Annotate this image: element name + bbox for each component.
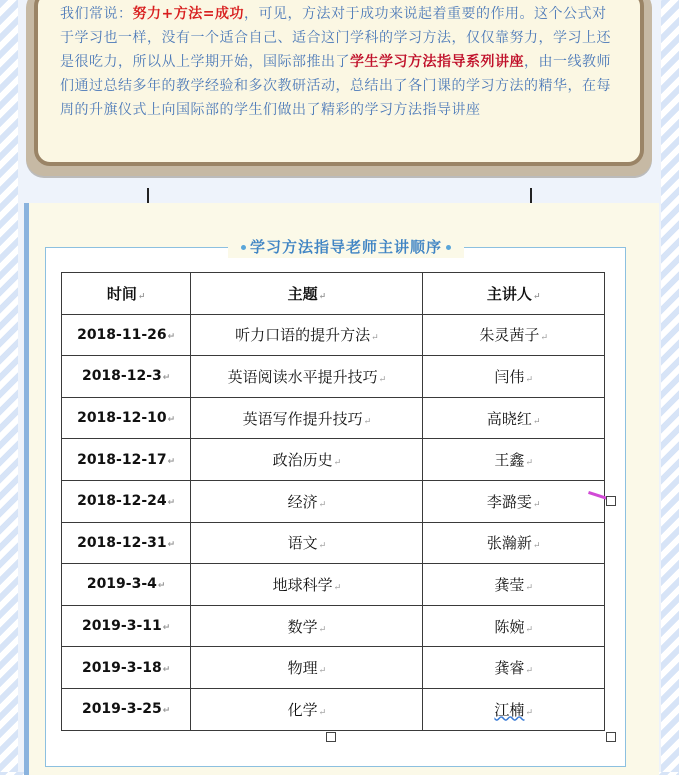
row-speaker: 龚莹↵ [423,564,605,606]
row-date: 2018-12-17↵ [62,439,191,481]
row-topic: 地球科学↵ [191,564,423,606]
table-row [62,480,605,522]
table-row [62,397,605,439]
row-speaker: 江楠↵ [423,688,605,730]
section-title [228,236,464,258]
row-topic: 政治历史↵ [191,439,423,481]
row-date: 2019-3-4↵ [62,564,191,606]
resize-handle-bottom[interactable] [326,732,336,742]
row-speaker: 闫伟↵ [423,356,605,398]
intro-paragraph [60,2,620,122]
row-topic: 听力口语的提升方法↵ [191,314,423,356]
resize-handle-right[interactable] [606,496,616,506]
row-date: 2018-11-26↵ [62,314,191,356]
row-topic: 语文↵ [191,522,423,564]
table-row [62,439,605,481]
title-dot-left-icon [241,245,246,250]
row-speaker: 张瀚新↵ [423,522,605,564]
intro-series-name: 学生学习方法指导系列讲座 [350,54,524,70]
row-topic: 化学↵ [191,688,423,730]
intro-middle: ，可见，方法对于成功来说起着重要的作用。这个公式对于学习也一样，没有一个适合自己、适合这门学科的学习方法，仅仅靠努力，学习上还是很吃力，所以从上学期开始，国际部推出了 [60,6,611,70]
table-header-row [62,273,605,315]
schedule-table [61,272,605,731]
table-row [62,314,605,356]
table-row [62,522,605,564]
table-row [62,647,605,689]
row-speaker: 朱灵茜子↵ [423,314,605,356]
row-speaker: 陈婉↵ [423,605,605,647]
intro-card [26,0,652,176]
row-topic: 英语阅读水平提升技巧↵ [191,356,423,398]
intro-prefix: 我们常说： [60,6,133,22]
row-date: 2018-12-10↵ [62,397,191,439]
row-date: 2018-12-24↵ [62,480,191,522]
row-speaker: 王鑫↵ [423,439,605,481]
intro-card-inner [34,0,644,166]
table-row [62,605,605,647]
row-date: 2019-3-18↵ [62,647,191,689]
row-speaker: 高晓红↵ [423,397,605,439]
row-date: 2018-12-31↵ [62,522,191,564]
row-date: 2019-3-25↵ [62,688,191,730]
row-date: 2018-12-3↵ [62,356,191,398]
row-topic: 数学↵ [191,605,423,647]
row-speaker: 李潞雯↵ [423,480,605,522]
row-date: 2019-3-11↵ [62,605,191,647]
table-row [62,564,605,606]
header-topic: 主题↵ [191,273,423,315]
section-title-text: 学习方法指导老师主讲顺序 [249,238,442,256]
row-topic: 英语写作提升技巧↵ [191,397,423,439]
intro-formula: 努力+方法=成功 [132,6,244,22]
row-topic: 经济↵ [191,480,423,522]
row-speaker: 龚睿↵ [423,647,605,689]
intro-suffix: ，由一线教师们通过总结多年的教学经验和多次教研活动，总结出了各门课的学习方法的精华，在每周的升旗仪式上向国际部的学生们做出了精彩的学习方法指导讲座 [60,54,611,118]
resize-handle-corner[interactable] [606,732,616,742]
row-topic: 物理↵ [191,647,423,689]
title-dot-right-icon [446,245,451,250]
header-speaker: 主讲人↵ [423,273,605,315]
table-row [62,688,605,730]
table-row [62,356,605,398]
header-time: 时间↵ [62,273,191,315]
